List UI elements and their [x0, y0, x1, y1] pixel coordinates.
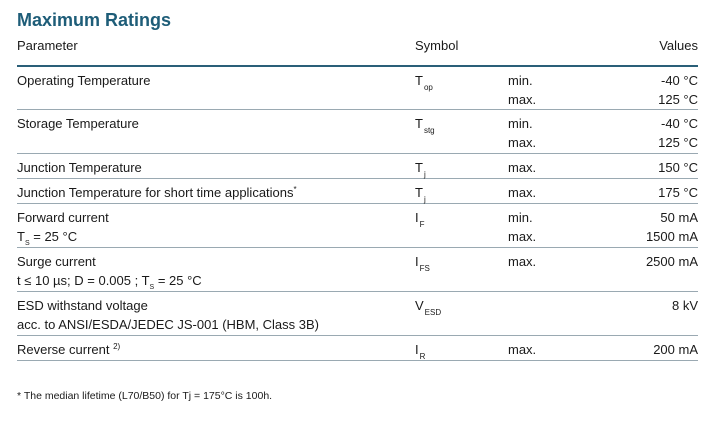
table-header: [17, 38, 698, 64]
parameter-name: Junction Temperature for short time applications*: [17, 185, 297, 200]
condition-max: max.: [508, 92, 537, 107]
value-max: 125 °C: [658, 135, 698, 150]
column-header-parameter: Parameter: [17, 38, 78, 53]
table-row-forward-current: [17, 204, 698, 248]
value-min: -40 °C: [661, 116, 698, 131]
column-header-symbol: Symbol: [415, 38, 459, 53]
parameter-name: Forward current: [17, 210, 109, 225]
condition-min: min.: [508, 73, 533, 88]
parameter-name: Operating Temperature: [17, 73, 151, 88]
condition-max: max.: [508, 342, 537, 357]
value-max: 1500 mA: [645, 229, 698, 244]
table-row-surge-current: [17, 248, 698, 292]
section-title: Maximum Ratings: [17, 10, 172, 30]
table-row-operating-temperature: [17, 67, 698, 110]
parameter-name: Storage Temperature: [17, 116, 139, 131]
condition-min: min.: [508, 210, 533, 225]
parameter-name: Junction Temperature: [17, 160, 142, 175]
parameter-condition: acc. to ANSI/ESDA/JEDEC JS-001 (HBM, Class 3B): [17, 317, 319, 332]
condition-min: min.: [508, 116, 533, 131]
symbol: $I_F$: [415, 210, 425, 229]
value-max: 2500 mA: [645, 254, 698, 269]
column-header-values: Values: [659, 38, 698, 53]
value: 8 kV: [671, 298, 698, 313]
value-max: 150 °C: [658, 160, 698, 175]
value-min: 50 mA: [660, 210, 698, 225]
condition-max: max.: [508, 135, 537, 150]
footnote-marker: *: [293, 185, 297, 194]
condition-max: max.: [508, 254, 537, 269]
symbol: $T_{op}$: [415, 73, 433, 92]
symbol: $I_{FS}$: [415, 254, 430, 273]
table-row-junction-temperature-short-time: [17, 179, 698, 204]
value-max: 200 mA: [653, 342, 698, 357]
parameter-name: Surge current: [17, 254, 96, 269]
parameter-condition: t ≤ 10 µs; D = 0.005 ; $T_S = 25$ °C: [17, 273, 202, 291]
symbol: $I_R$: [415, 342, 426, 361]
table-row-storage-temperature: [17, 110, 698, 154]
parameter-name: Reverse current $^{2)}$: [17, 342, 121, 357]
condition-max: max.: [508, 229, 537, 244]
parameter-name: ESD withstand voltage: [17, 298, 148, 313]
value-max: 125 °C: [658, 92, 698, 107]
symbol: $T_{stg}$: [415, 116, 435, 135]
condition-max: max.: [508, 185, 537, 200]
table-row-esd-withstand-voltage: [17, 292, 698, 336]
parameter-condition: $T_S = 25$ °C: [17, 229, 78, 247]
footnote-marker: 2): [113, 342, 121, 351]
table-row-reverse-current: [17, 336, 698, 361]
symbol: $T_j$: [415, 160, 426, 179]
footnote: * The median lifetime (L70/B50) for Tj = 175°C is 100h.: [17, 390, 273, 402]
symbol: $V_{ESD}$: [415, 298, 442, 317]
value-min: -40 °C: [661, 73, 698, 88]
condition-max: max.: [508, 160, 537, 175]
table-row-junction-temperature: [17, 154, 698, 179]
value-max: 175 °C: [658, 185, 698, 200]
symbol: $T_j$: [415, 185, 426, 204]
